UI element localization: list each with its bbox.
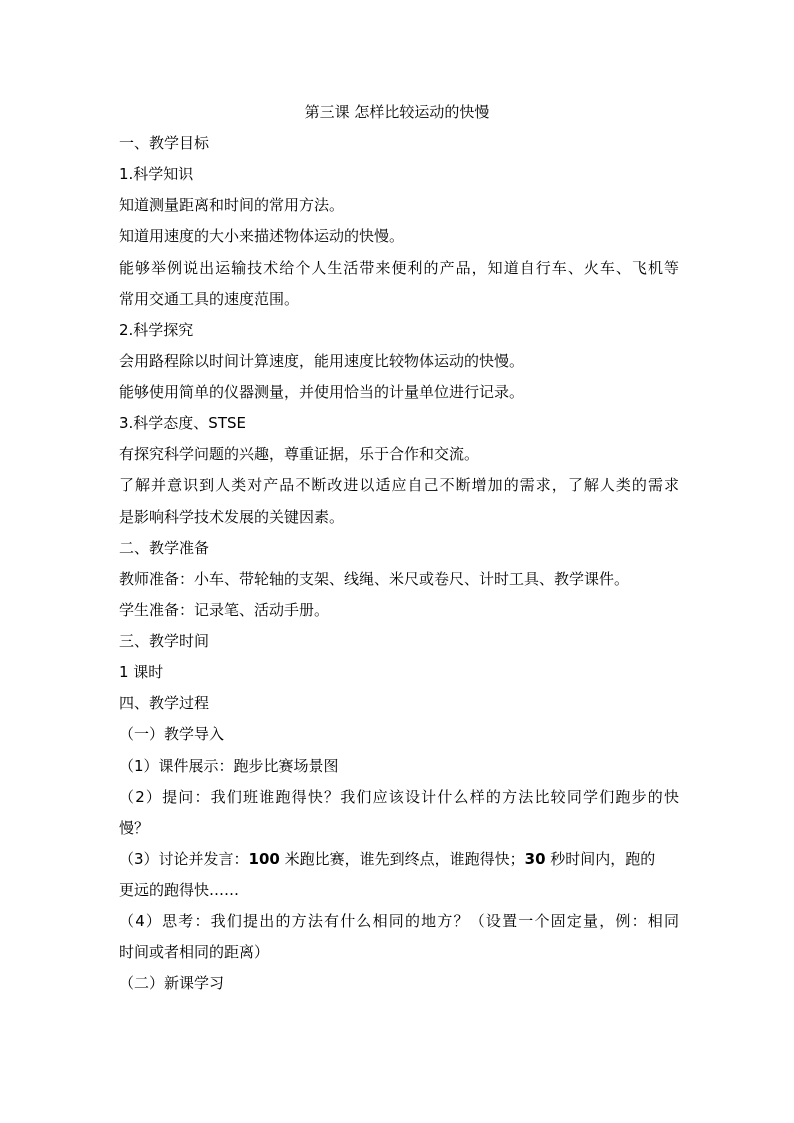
process-heading: 四、教学过程 [119,694,210,712]
step-4-line-2: 时间或者相同的距离） [119,943,270,961]
prep-heading: 二、教学准备 [119,539,210,557]
step-3-prefix: （3）讨论并发言： [119,850,249,868]
inquiry-heading: 2.科学探究 [119,321,194,339]
attitude-heading: 3.科学态度、STSE [119,414,246,432]
lesson-title: 第三课 怎样比较运动的快慢 [304,103,490,121]
intro-heading: （一）教学导入 [119,725,225,743]
prep-teacher: 教师准备：小车、带轮轴的支架、线绳、米尺或卷尺、计时工具、教学课件。 [119,570,630,588]
inquiry-item-1: 会用路程除以时间计算速度，能用速度比较物体运动的快慢。 [119,352,525,370]
goals-heading: 一、教学目标 [119,134,210,152]
knowledge-item-3-line-2: 常用交通工具的速度范围。 [119,290,300,308]
knowledge-item-1: 知道测量距离和时间的常用方法。 [119,196,345,214]
step-3-suffix: 秒时间内，跑的 [545,850,656,868]
attitude-item-2-line-2: 是影响科学技术发展的关键因素。 [119,508,345,526]
step-3-middle: 米跑比赛，谁先到终点，谁跑得快； [279,850,525,868]
attitude-item-2-line-1: 了解并意识到人类对产品不断改进以适应自己不断增加的需求，了解人类的需求 [119,476,679,494]
step-4-line-1: （4）思考：我们提出的方法有什么相同的地方？（设置一个固定量，例：相同 [119,912,679,930]
time-heading: 三、教学时间 [119,632,210,650]
new-lesson-heading: （二）新课学习 [119,974,225,992]
step-3-number-30: 30 [524,850,546,868]
step-3-line-2: 更远的跑得快…… [119,881,240,899]
time-value: 1 课时 [119,663,164,681]
inquiry-item-2: 能够使用简单的仪器测量，并使用恰当的计量单位进行记录。 [119,383,525,401]
step-2-line-1: （2）提问：我们班谁跑得快？我们应该设计什么样的方法比较同学们跑步的快 [119,788,679,806]
step-1: （1）课件展示：跑步比赛场景图 [119,757,339,775]
prep-student: 学生准备：记录笔、活动手册。 [119,601,330,619]
knowledge-heading: 1.科学知识 [119,165,194,183]
knowledge-item-2: 知道用速度的大小来描述物体运动的快慢。 [119,227,405,245]
step-3-line-1 [119,845,679,873]
attitude-item-1: 有探究科学问题的兴趣，尊重证据，乐于合作和交流。 [119,445,480,463]
knowledge-item-3-line-1: 能够举例说出运输技术给个人生活带来便利的产品，知道自行车、火车、飞机等 [119,259,679,277]
step-2-line-2: 慢？ [119,819,150,837]
step-3-number-100: 100 [248,850,280,868]
